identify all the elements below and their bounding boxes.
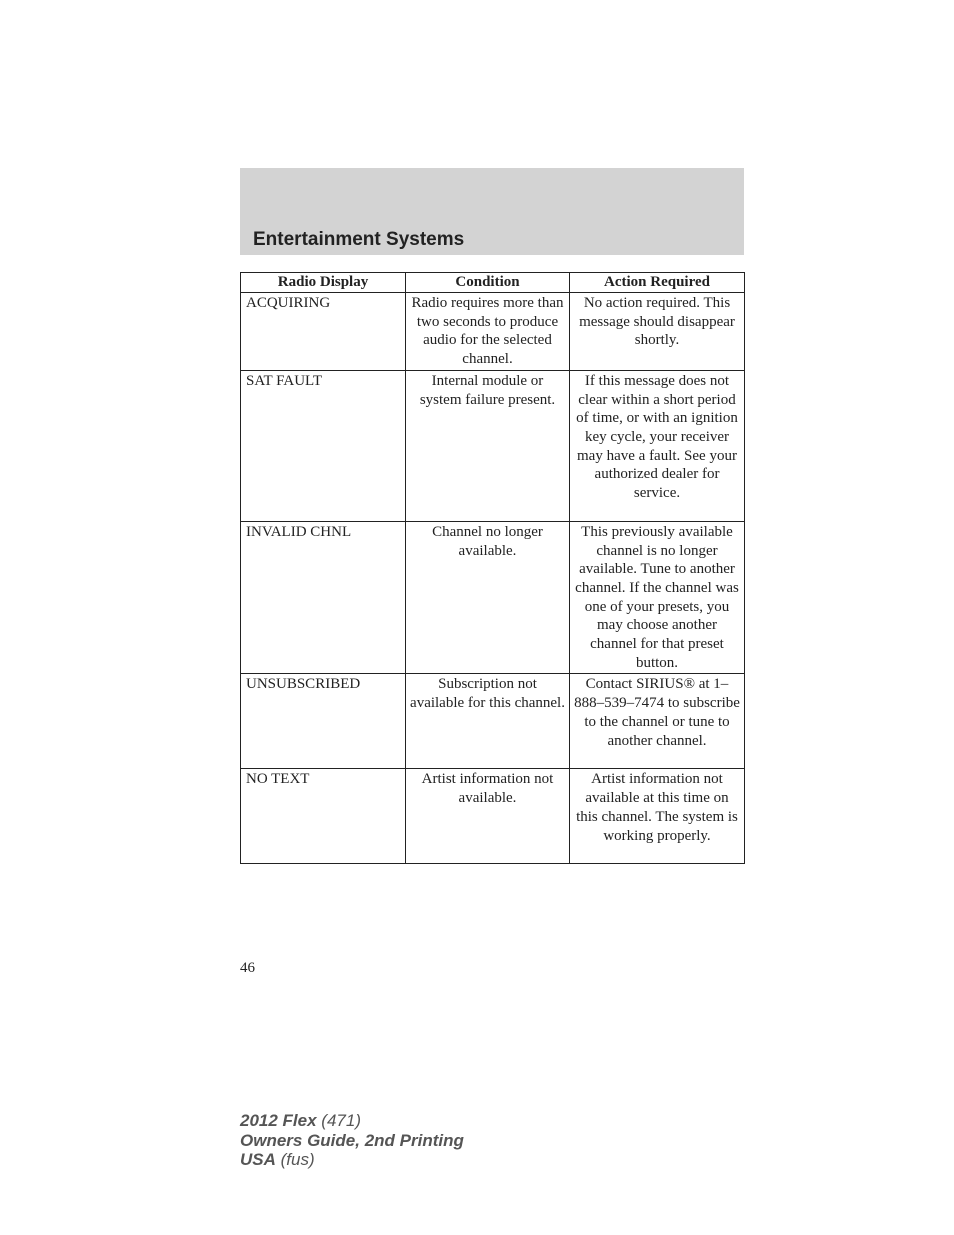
table-row — [241, 674, 745, 769]
radio-display-cell: UNSUBSCRIBED — [241, 674, 406, 769]
table-row — [241, 370, 745, 521]
radio-display-cell: NO TEXT — [241, 769, 406, 864]
footer-model-year: 2012 Flex — [240, 1111, 317, 1130]
section-title: Entertainment Systems — [253, 229, 465, 250]
action-cell: This previously available channel is no longer available. Tune to another channel. If the channel was one of your presets, you may choose another channel for that preset button. — [570, 521, 745, 674]
column-header-condition: Condition — [406, 273, 570, 293]
table-row — [241, 769, 745, 864]
action-cell: Contact SIRIUS® at 1–888–539–7474 to subscribe to the channel or tune to another channel. — [570, 674, 745, 769]
condition-cell: Channel no longer available. — [406, 521, 570, 674]
condition-cell: Internal module or system failure present. — [406, 370, 570, 521]
footer-line-market — [240, 1150, 464, 1170]
footer-line-guide — [240, 1131, 464, 1151]
radio-display-cell: ACQUIRING — [241, 293, 406, 371]
document-footer — [240, 1111, 464, 1170]
radio-display-messages-table — [240, 272, 745, 864]
action-cell: Artist information not available at this time on this channel. The system is working properly. — [570, 769, 745, 864]
section-header-band — [240, 168, 744, 255]
footer-guide-edition: Owners Guide, 2nd Printing — [240, 1130, 464, 1150]
action-cell: No action required. This message should disappear shortly. — [570, 293, 745, 371]
footer-market: USA — [240, 1150, 276, 1169]
column-header-action-required: Action Required — [570, 273, 745, 293]
condition-cell: Radio requires more than two seconds to produce audio for the selected channel. — [406, 293, 570, 371]
radio-display-cell: SAT FAULT — [241, 370, 406, 521]
footer-line-model — [240, 1111, 464, 1131]
table-row — [241, 293, 745, 371]
condition-cell: Subscription not available for this channel. — [406, 674, 570, 769]
action-cell: If this message does not clear within a short period of time, or with an ignition key cycle, your receiver may have a fault. See your authorized dealer for service. — [570, 370, 745, 521]
footer-model-code: (471) — [321, 1111, 361, 1130]
condition-cell: Artist information not available. — [406, 769, 570, 864]
table-row — [241, 521, 745, 674]
footer-market-code: (fus) — [280, 1150, 315, 1169]
column-header-radio-display: Radio Display — [241, 273, 406, 293]
page-number: 46 — [240, 960, 255, 976]
radio-display-cell: INVALID CHNL — [241, 521, 406, 674]
table-header-row — [241, 273, 745, 293]
